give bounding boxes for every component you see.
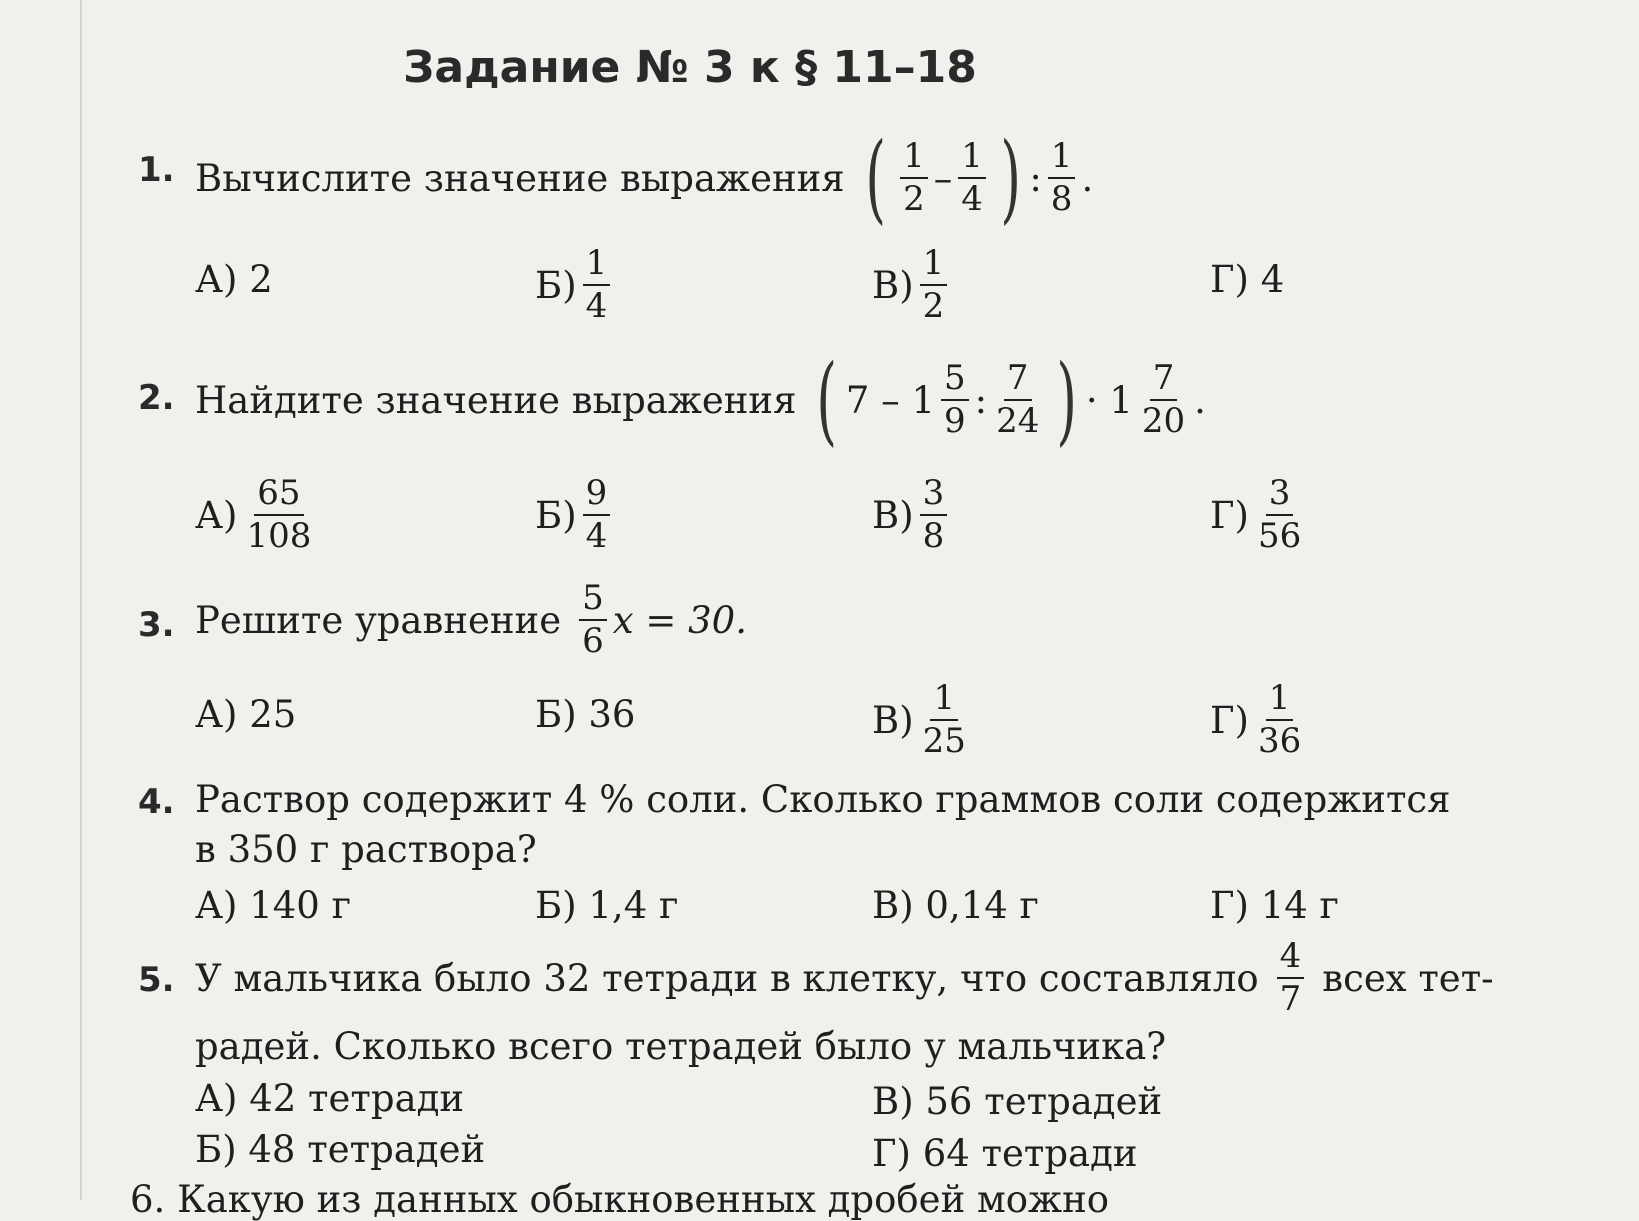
task-5-option-b[interactable]: Б) 48 тетрадей [195,1128,486,1171]
task-4-line-2: в 350 г раствора? [195,828,537,871]
task-5-option-a[interactable]: А) 42 тетради [195,1077,465,1120]
task-4-option-b[interactable]: Б) 1,4 г [535,884,679,927]
fraction: $\frac{5}{6}$ [579,580,607,661]
task-3-question: Решите уравнение $\frac{5}{6}$ x = 30. [195,578,747,662]
task-4-option-c[interactable]: В) 0,14 г [872,884,1039,927]
task-4-line-1: Раствор содержит 4 % соли. Сколько граммов соли содержится [195,778,1451,821]
task-4-number: 4. [138,782,175,822]
task-1-text: Вычислите значение выражения [195,156,845,200]
page-title: Задание № 3 к § 11–18 [403,42,977,93]
task-3-option-d[interactable]: Г) $\frac{1}{36}$ [1210,678,1302,762]
fraction: $\frac{7}{24}$ [996,357,1040,441]
task-2-option-b[interactable]: Б) $\frac{9}{4}$ [535,475,616,556]
task-3-option-a[interactable]: А) 25 [195,693,297,736]
task-3-text: Решите уравнение [195,598,562,642]
task-2-option-d[interactable]: Г) $\frac{3}{56}$ [1210,473,1302,557]
left-paren: ( [865,122,886,234]
task-5-number: 5. [138,960,175,1000]
task-4-option-d[interactable]: Г) 14 г [1210,884,1339,927]
right-paren: ) [1000,122,1021,234]
task-3-option-c[interactable]: В) $\frac{1}{25}$ [872,678,966,762]
task-2-text: Найдите значение выражения [195,378,797,422]
task-5-option-d[interactable]: Г) 64 тетради [872,1132,1138,1175]
task-3-option-b[interactable]: Б) 36 [535,693,636,736]
fraction: $\frac{1}{8}$ [1048,138,1076,219]
task-1-number: 1. [138,150,175,190]
task-1-option-c[interactable]: В) $\frac{1}{2}$ [872,245,953,326]
task-1-option-b[interactable]: Б) $\frac{1}{4}$ [535,245,616,326]
divide-sign: : [1029,156,1042,200]
task-1-option-d[interactable]: Г) 4 [1210,258,1285,301]
task-5-line-2: радей. Сколько всего тетрадей было у мальчика? [195,1025,1167,1068]
fraction: $\frac{1}{2}$ [900,138,928,219]
page-edge [80,0,82,1200]
fraction: $\frac{5}{9}$ [941,360,969,441]
task-2-question: Найдите значение выражения ( 7 – 1 $\frac{5}{9}$ : $\frac{7}{24}$ ) · 1 $\frac{7}{20}$ . [195,344,1206,456]
task-3-number: 3. [138,605,175,645]
task-6-cut-line: 6. Какую из данных обыкновенных дробей можно [130,1178,1110,1221]
task-5-line-1: У мальчика было 32 тетради в клетку, что составляло $\frac{4}{7}$ всех тет- [195,936,1494,1020]
task-4-option-a[interactable]: А) 140 г [195,884,351,927]
right-paren: ) [1056,344,1078,456]
task-1-question: Вычислите значение выражения ( $\frac{1}{2}$ – $\frac{1}{4}$ ) : $\frac{1}{8}$ . [195,122,1094,234]
task-5-option-c[interactable]: В) 56 тетрадей [872,1080,1163,1123]
fraction: $\frac{4}{7}$ [1277,938,1305,1019]
fraction: $\frac{7}{20}$ [1141,357,1186,441]
left-paren: ( [816,344,838,456]
task-2-option-c[interactable]: В) $\frac{3}{8}$ [872,475,953,556]
fraction: $\frac{1}{4}$ [958,138,986,219]
task-2-number: 2. [138,378,175,418]
task-2-option-a[interactable]: А) $\frac{65}{108}$ [195,473,312,557]
task-1-option-a[interactable]: А) 2 [195,258,273,301]
minus-sign: – [933,156,953,200]
